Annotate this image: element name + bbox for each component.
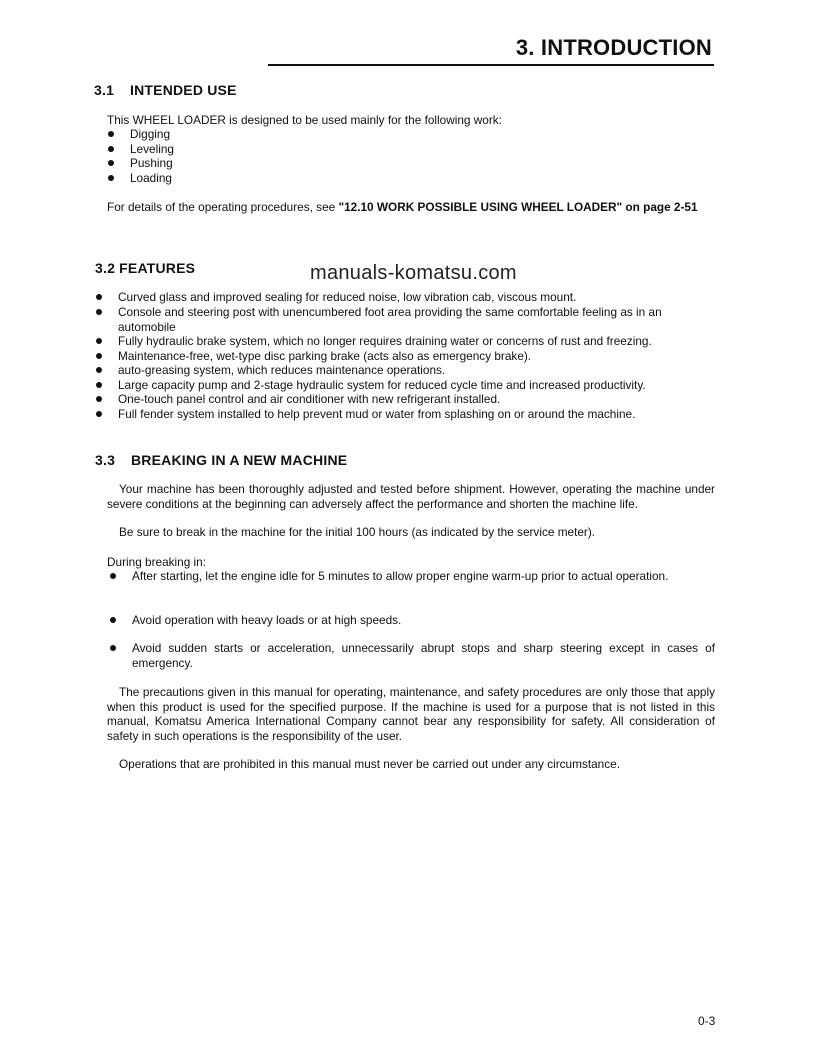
section-heading-breaking-in [95, 452, 347, 468]
bullet-icon [110, 573, 116, 579]
precautions-paragraph: The precautions given in this manual for operating, maintenance, and safety procedures are only those that apply when this product is used for the specified purpose. If the machine is used for a purpose that is not listed in this manual, Komatsu America International Company cannot bear any responsibility for safety. All consideration of safety in such operations is the responsibility of the user. [107, 685, 715, 743]
list-item: One-touch panel control and air conditioner with new refrigerant installed. [118, 392, 501, 406]
list-item: Avoid operation with heavy loads or at high speeds. [132, 613, 402, 627]
bullet-icon [96, 338, 102, 344]
operating-procedures-reference [107, 200, 717, 215]
list-item: Fully hydraulic brake system, which no longer requires draining water or concerns of rust and freezing. [118, 334, 652, 348]
list-item: Console and steering post with unencumbered foot area providing the same comfortable feeling as in an automobile [118, 305, 662, 334]
bullet-icon [108, 131, 114, 137]
list-item: Curved glass and improved sealing for reduced noise, low vibration cab, viscous mount. [118, 290, 577, 304]
page-number: 0-3 [698, 1014, 716, 1028]
prohibited-operations-paragraph: Operations that are prohibited in this manual must never be carried out under any circumstance. [119, 757, 620, 771]
during-breaking-in-label: During breaking in: [107, 555, 207, 569]
bullet-icon [96, 396, 102, 402]
bullet-icon [110, 617, 116, 623]
bullet-icon [96, 309, 102, 315]
section-title: FEATURES [119, 260, 196, 276]
reference-prefix: For details of the operating procedures, see [107, 200, 339, 214]
list-item: Pushing [130, 156, 173, 170]
chapter-rule [268, 64, 714, 66]
bullet-icon [110, 645, 116, 651]
list-item: Loading [130, 171, 172, 185]
bullet-icon [96, 294, 102, 300]
bullet-icon [96, 382, 102, 388]
section-number: 3.1 [94, 82, 115, 98]
watermark: manuals-komatsu.com [310, 262, 517, 284]
list-item: Large capacity pump and 2-stage hydraulic system for reduced cycle time and increased productivity. [118, 378, 646, 392]
chapter-title: 3. INTRODUCTION [515, 35, 712, 60]
bullet-icon [108, 146, 114, 152]
bullet-icon [96, 411, 102, 417]
intended-use-intro: This WHEEL LOADER is designed to be used mainly for the following work: [107, 113, 502, 127]
section-title: BREAKING IN A NEW MACHINE [131, 452, 348, 468]
section-heading-features [95, 260, 195, 276]
list-item: Leveling [130, 142, 174, 156]
section-title: INTENDED USE [130, 82, 237, 98]
list-item: Maintenance-free, wet-type disc parking brake (acts also as emergency brake). [118, 349, 532, 363]
section-heading-intended-use [94, 82, 237, 98]
section-number: 3.3 [95, 452, 116, 468]
breaking-in-paragraph-1: Your machine has been thoroughly adjusted and tested before shipment. However, operating the machine under severe conditions at the beginning can adversely affect the performance and shorten the machine life. [107, 482, 715, 511]
breaking-in-paragraph-2: Be sure to break in the machine for the initial 100 hours (as indicated by the service meter). [119, 525, 596, 539]
list-item: auto-greasing system, which reduces maintenance operations. [118, 363, 446, 377]
bullet-icon [96, 353, 102, 359]
list-item: After starting, let the engine idle for 5 minutes to allow proper engine warm-up prior to actual operation. [132, 569, 669, 583]
list-item: Digging [130, 127, 171, 141]
section-number: 3.2 [95, 260, 116, 276]
reference-link: "12.10 WORK POSSIBLE USING WHEEL LOADER" on page 2-51 [338, 200, 698, 214]
list-item: Full fender system installed to help prevent mud or water from splashing on or around the machine. [118, 407, 636, 421]
list-item: Avoid sudden starts or acceleration, unnecessarily abrupt stops and sharp steering except in cases of emergency. [132, 641, 715, 670]
bullet-icon [108, 160, 114, 166]
bullet-icon [96, 367, 102, 373]
bullet-icon [108, 175, 114, 181]
